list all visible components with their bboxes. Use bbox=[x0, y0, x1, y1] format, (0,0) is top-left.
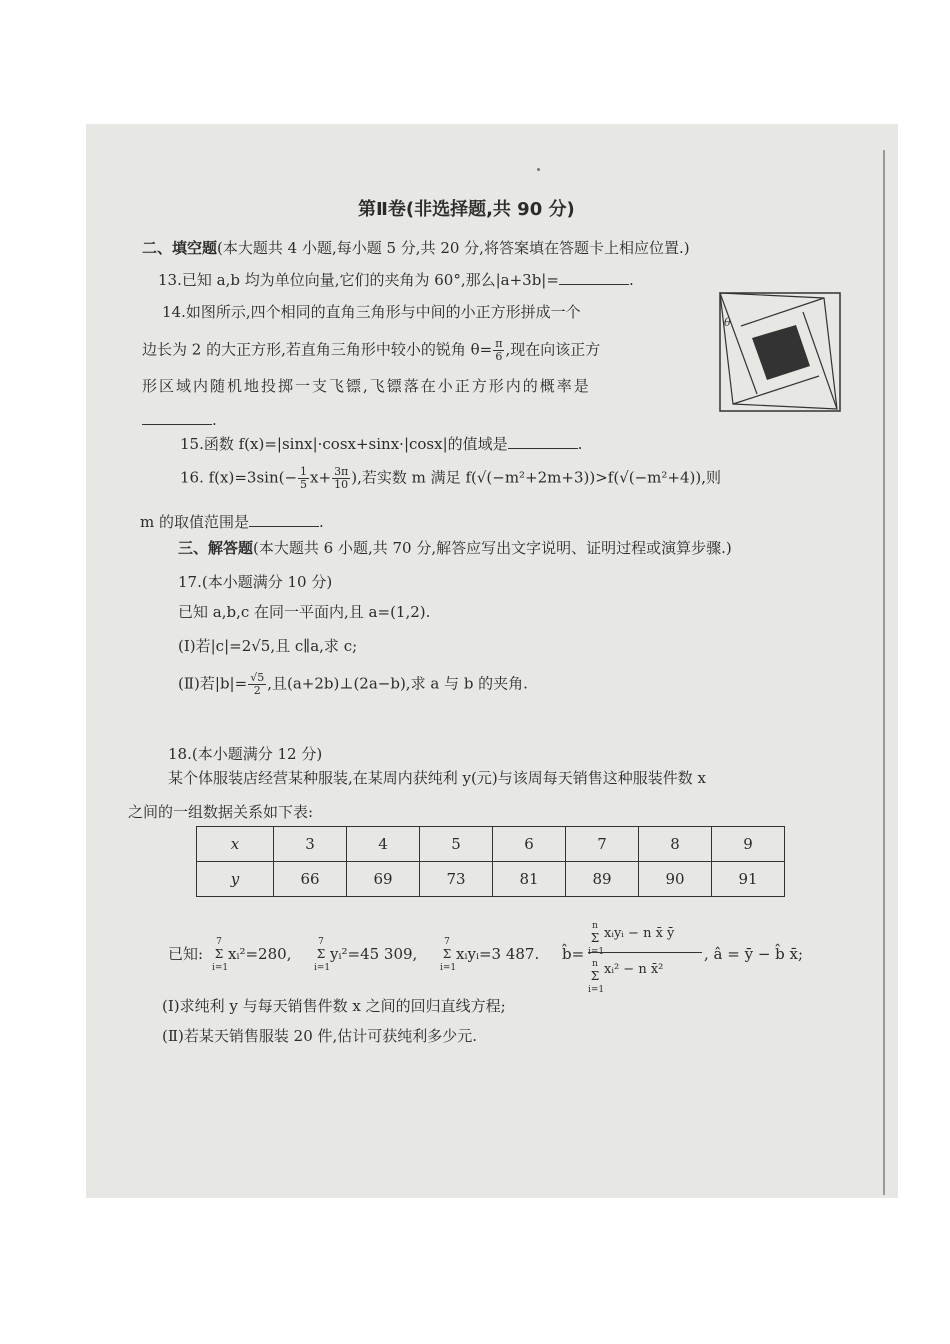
question-14-line1: 14.如图所示,四个相同的直角三角形与中间的小正方形拼成一个 bbox=[162, 303, 581, 321]
theta-label: θ bbox=[724, 316, 731, 329]
question-14-blank: . bbox=[142, 410, 217, 430]
table-cell: 9 bbox=[712, 827, 785, 862]
table-cell: 69 bbox=[347, 862, 420, 897]
section2-heading: 二、填空题(本大题共 4 小题,每小题 5 分,共 20 分,将答案填在答题卡上相应位置.) bbox=[142, 239, 690, 257]
b-denominator: xᵢ² − n x̄² bbox=[604, 962, 664, 977]
question-18-part2: (Ⅱ)若某天销售服装 20 件,估计可获纯利多少元. bbox=[162, 1027, 478, 1045]
question-16-line2: m 的取值范围是 . bbox=[140, 513, 324, 531]
question-16-line1: 16. f(x)=3sin(− $\frac{1}{5}$ x+ $\frac{3\pi}{10}$ ),若实数 m 满足 f(√(−m²+2m+3))>f(√(−m²+4)),则 bbox=[180, 465, 721, 491]
table-cell: 7 bbox=[566, 827, 639, 862]
sum-symbol-5: n Σ i=1 bbox=[588, 959, 605, 995]
table-cell: 4 bbox=[347, 827, 420, 862]
a-hat-formula: , â = ȳ − b̂ x̄; bbox=[704, 945, 804, 963]
table-cell: y bbox=[197, 862, 274, 897]
section-title: 第Ⅱ卷(非选择题,共 90 分) bbox=[358, 199, 575, 220]
sum-symbol-1: 7 Σ i=1 bbox=[212, 937, 229, 973]
table-cell: 91 bbox=[712, 862, 785, 897]
answer-blank bbox=[142, 410, 212, 425]
question-18-part1: (Ⅰ)求纯利 y 与每天销售件数 x 之间的回归直线方程; bbox=[162, 997, 506, 1015]
table-cell: 3 bbox=[274, 827, 347, 862]
question-14-line2: 边长为 2 的大正方形,若直角三角形中较小的锐角 θ= $\frac{\pi}{6}$ ,现在向该正方 bbox=[142, 337, 601, 363]
pinwheel-square-figure bbox=[719, 292, 841, 412]
b-numerator: xᵢyᵢ − n x̄ ȳ bbox=[604, 926, 675, 941]
table-cell: 66 bbox=[274, 862, 347, 897]
question-17-head: 17.(本小题满分 10 分) bbox=[178, 573, 333, 591]
question-13: 13.已知 a,b 均为单位向量,它们的夹角为 60°,那么|a+3b|= . bbox=[158, 271, 634, 289]
question-17-given: 已知 a,b,c 在同一平面内,且 a=(1,2). bbox=[178, 603, 431, 621]
sum-x-squared: xᵢ²=280, bbox=[228, 945, 292, 963]
sum-symbol-3: 7 Σ i=1 bbox=[440, 937, 457, 973]
sum-symbol-4: n Σ i=1 bbox=[588, 921, 605, 957]
table-cell: 6 bbox=[493, 827, 566, 862]
question-18-line1: 某个体服装店经营某种服装,在某周内获纯利 y(元)与该周每天销售这种服装件数 x bbox=[168, 769, 706, 787]
table-row bbox=[197, 862, 785, 897]
sum-y-squared: yᵢ²=45 309, bbox=[330, 945, 418, 963]
known-label: 已知: bbox=[168, 945, 204, 963]
question-15: 15.函数 f(x)=|sinx|·cosx+sinx·|cosx|的值域是 . bbox=[180, 435, 583, 453]
table-cell: x bbox=[197, 827, 274, 862]
question-14-line3: 形区域内随机地投掷一支飞镖,飞镖落在小正方形内的概率是 bbox=[142, 377, 591, 395]
table-cell: 5 bbox=[420, 827, 493, 862]
known-formulas bbox=[168, 918, 828, 995]
table-cell: 90 bbox=[639, 862, 712, 897]
question-17-part2: (Ⅱ)若|b|= $\frac{√5}{2}$ ,且(a+2b)⊥(2a−b),求 a 与 b 的夹角. bbox=[178, 671, 528, 697]
table-cell: 8 bbox=[639, 827, 712, 862]
answer-blank bbox=[508, 434, 578, 449]
table-cell: 81 bbox=[493, 862, 566, 897]
table-cell: 89 bbox=[566, 862, 639, 897]
question-18-head: 18.(本小题满分 12 分) bbox=[168, 745, 323, 763]
answer-blank bbox=[559, 270, 629, 285]
data-table bbox=[196, 826, 785, 897]
page-fold-line bbox=[883, 150, 885, 1195]
question-18-line2: 之间的一组数据关系如下表: bbox=[128, 803, 314, 821]
table-row bbox=[197, 827, 785, 862]
answer-blank bbox=[249, 512, 319, 527]
question-17-part1: (Ⅰ)若|c|=2√5,且 c∥a,求 c; bbox=[178, 637, 358, 655]
section3-heading: 三、解答题(本大题共 6 小题,共 70 分,解答应写出文字说明、证明过程或演算步骤.) bbox=[178, 539, 732, 557]
table-cell: 73 bbox=[420, 862, 493, 897]
sum-xy: xᵢyᵢ=3 487. bbox=[456, 945, 540, 963]
sum-symbol-2: 7 Σ i=1 bbox=[314, 937, 331, 973]
fraction-bar bbox=[588, 952, 702, 953]
b-hat-label: b̂= bbox=[562, 945, 585, 963]
speck-mark bbox=[537, 168, 540, 171]
